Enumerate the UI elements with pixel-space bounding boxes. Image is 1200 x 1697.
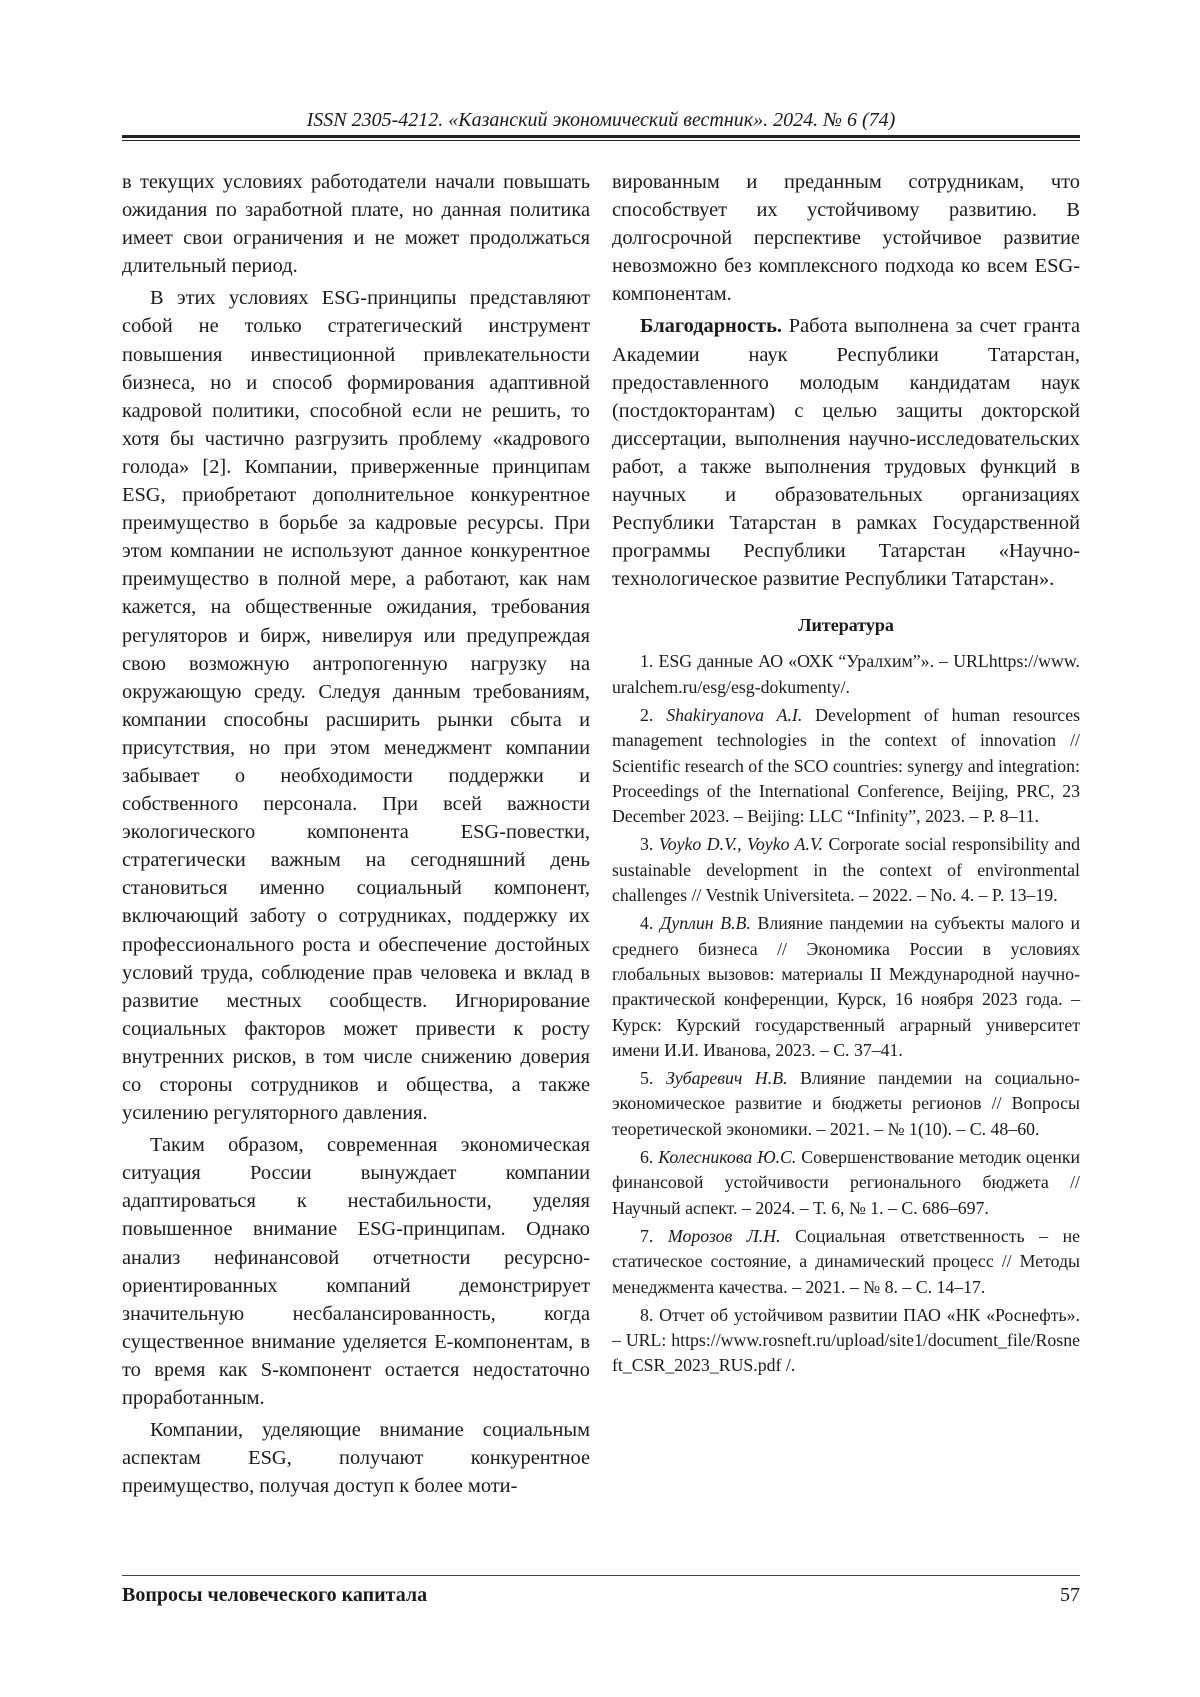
reference-number: 5.: [640, 1068, 654, 1089]
reference-number: 3.: [640, 834, 654, 855]
right-column: [612, 168, 1080, 1382]
reference-text: Отчет об устойчивом развитии ПАО «НК «Роснефть». – URL: https://www.rosneft.ru/upload/site1/document_file/Rosneft_CSR_2023_RUS.pdf /.: [612, 1304, 1080, 1376]
header-rule-thick: [122, 135, 1080, 138]
footer-rule: [122, 1575, 1080, 1576]
reference-text: Влияние пандемии на социально-экономическое развитие и бюджеты регионов // Вопросы теоретической экономики. – 2021. – № 1(10). – С. 48–60.: [612, 1068, 1080, 1139]
reference-number: 2.: [640, 705, 654, 725]
reference-item: [612, 1145, 1080, 1221]
reference-number: 8.: [640, 1304, 654, 1325]
body-paragraph: Компании, уделяющие внимание социальным аспектам ESG, получают конкурентное преимущество, получая доступ к более моти-: [122, 1419, 590, 1498]
reference-author: Колесникова Ю.С.: [658, 1147, 797, 1168]
reference-number: 6.: [640, 1147, 654, 1168]
reference-text: Влияние пандемии на субъекты малого и среднего бизнеса // Экономика России в условиях глобальных вызовов: материалы II Международной научно-практической конференции, Курск, 16 ноября 2023 года. – Курск: Курский государственный аграрный университет имени И.И. Иванова, 2023. – С. 37–41.: [612, 913, 1081, 1060]
reference-author: Зубаревич Н.В.: [665, 1068, 788, 1089]
reference-item: [612, 703, 1080, 829]
body-paragraph: вированным и преданным сотрудникам, что способствует их устойчивому развитию. В долгосрочной перспективе устойчивое развитие невозможно без комплексного подхода ко всем ESG-компонентам.: [612, 171, 1080, 306]
reference-text: ESG данные АО «ОХК “Уралхим”». – URLhttps://www.uralchem.ru/esg/esg-dokumenty/.: [612, 651, 1080, 697]
reference-item: [612, 832, 1080, 908]
reference-author: Shakiryanova A.I.: [666, 705, 803, 725]
body-paragraph: Таким образом, современная экономическая ситуация России вынуждает компании адаптироваться к нестабильности, уделяя повышенное внимание ESG-принципам. Однако анализ нефинансовой отчетности ресурсно-ориентированных компаний демонстрирует значительную несбалансированность, когда существенное внимание уделяется E-компонентам, в то время как S-компонент остается недостаточно проработанным.: [122, 1134, 590, 1410]
reference-text: Социальная ответственность – не статическое состояние, а динамический процесс // Методы менеджмента качества. – 2021. – № 8. – С. 14–17.: [612, 1225, 1080, 1297]
header-rule-thin: [122, 140, 1080, 141]
reference-text: Development of human resources management technologies in the context of innovation // Scientific research of the SCO countries: synergy and integration: Proceedings of the International Conference, Beijing, PRC, 23 December 2023. – Beijing: LLC “Infinity”, 2023. – P. 8–11.: [612, 705, 1081, 827]
journal-section-title: Вопросы человеческого капитала: [122, 1584, 428, 1606]
reference-author: Дуплин В.В.: [660, 913, 751, 934]
reference-number: 7.: [640, 1225, 654, 1246]
body-paragraph: в текущих условиях работодатели начали повышать ожидания по заработной плате, но данная политика имеет свои ограничения и не может продолжаться длительный период.: [122, 171, 590, 278]
acknowledgment-title: Благодарность.: [640, 315, 782, 338]
left-column: [122, 168, 590, 1500]
reference-list: [612, 649, 1080, 1378]
reference-number: 1.: [640, 651, 654, 672]
literature-heading: Литература: [798, 615, 894, 636]
reference-text: Corporate social responsibility and sustainable development in the context of environmental challenges // Vestnik Universiteta. – 2022. – No. 4. – P. 13–19.: [612, 834, 1080, 906]
reference-number: 4.: [640, 913, 654, 934]
acknowledgment-text: Работа выполнена за счет гранта Академии наук Республики Татарстан, предоставленного молодым кандидатам наук (постдокторантам) с целью защиты докторской диссертации, выполнения научно-исследовательских работ, а также выполнения трудовых функций в научных и образовательных организациях Республики Татарстан в рамках Государственной программы Республики Татарстан «Научно-технологическое развитие Республики Татарстан».: [612, 315, 1080, 591]
acknowledgment-paragraph: [612, 312, 1080, 593]
reference-item: [612, 1224, 1080, 1300]
page-number: 57: [1060, 1584, 1080, 1606]
reference-item: [612, 649, 1080, 700]
reference-text: Совершенствование методик оценки финансовой устойчивости регионального бюджета // Научный аспект. – 2024. – Т. 6, № 1. – С. 686–697.: [612, 1147, 1081, 1218]
reference-item: [612, 1066, 1080, 1142]
reference-author: Voyko D.V., Voyko A.V.: [658, 834, 823, 855]
running-header: ISSN 2305-4212. «Казанский экономический вестник». 2024. № 6 (74): [306, 109, 896, 131]
body-paragraph: В этих условиях ESG-принципы представляют собой не только стратегический инструмент повышения инвестиционной привлекательности бизнеса, но и способ формирования адаптивной кадровой политики, способной если не решить, то хотя бы частично разгрузить проблему «кадрового голода» [2]. Компании, приверженные принципам ESG, приобретают дополнительное конкурентное преимущество в борьбе за кадровые ресурсы. При этом компании не используют данное конкурентное преимущество в полной мере, а работают, как нам кажется, на общественные ожидания, требования регуляторов и бирж, нивелируя или предупреждая свою возможную антропогенную нагрузку на окружающую среду. Следуя данным требованиям, компании способны расширить рынки сбыта и присутствия, но при этом менеджмент компании забывает о необходимости поддержки и собственного персонала. При всей важности экологического компонента ESG-повестки, стратегически важным на сегодняшний день становиться именно социальный компонент, включающий заботу о сотрудниках, поддержку их профессионального роста и обеспечение достойных условий труда, соблюдение прав человека и вклад в развитие местных сообществ. Игнорирование социальных факторов может привести к росту внутренних рисков, в том числе снижению доверия со стороны сотрудников и общества, а также усилению регуляторного давления.: [122, 287, 590, 1125]
reference-item: [612, 1303, 1080, 1379]
reference-author: Морозов Л.Н.: [667, 1225, 781, 1246]
reference-item: [612, 911, 1080, 1063]
